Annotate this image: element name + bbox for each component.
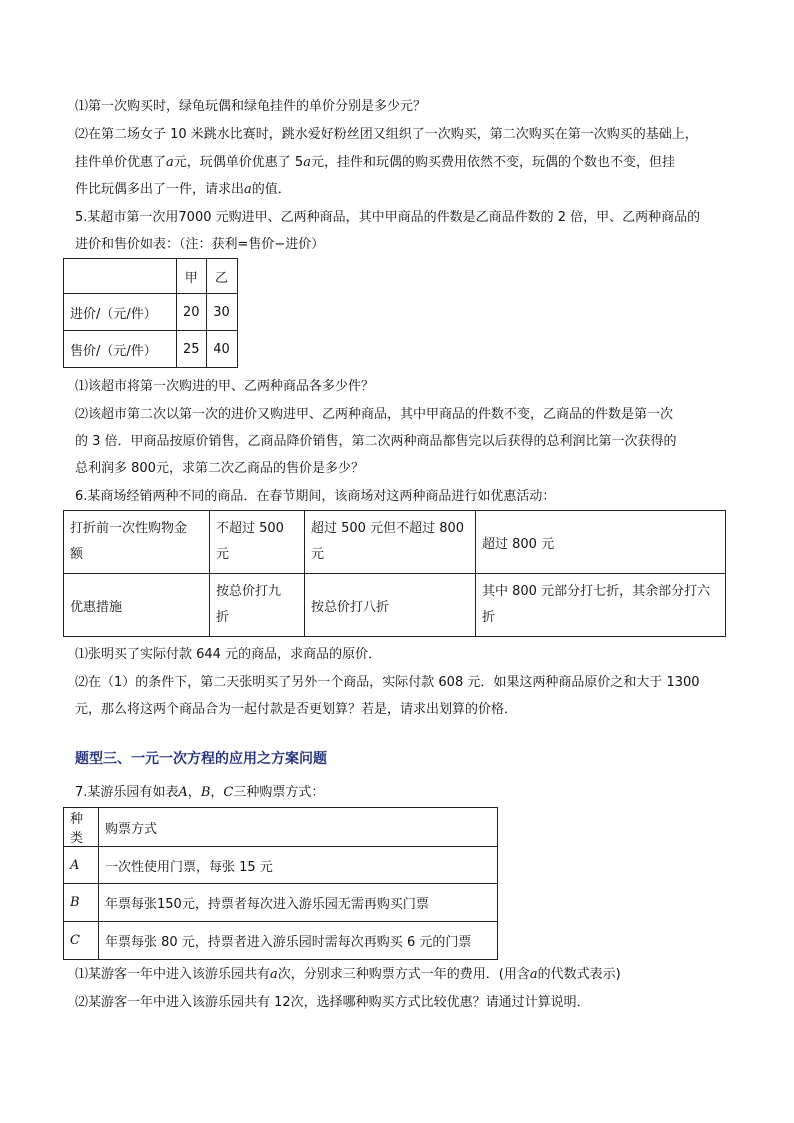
discount-table-cell: 按总价打八折 — [305, 574, 476, 637]
discount-table-cell: 超过 800 元 — [476, 511, 726, 574]
discount-table-cell: 其中 800 元部分打七折，其余部分打六 折 — [476, 574, 726, 637]
q4-part2-line3: 件比玩偶多出了一件，请求出a的值． — [75, 182, 291, 197]
discount-table-row-label: 优惠措施 — [64, 574, 210, 637]
q5-part2-line2: 的 3 倍．甲商品按原价销售，乙商品降价销售，第二次两种商品都售完以后获得的总利润比第一次获得的 — [75, 434, 677, 449]
variable-a: a — [303, 155, 311, 170]
ticket-table-type: A — [64, 847, 99, 884]
ticket-table-type: C — [64, 922, 99, 960]
ticket-table-header: 种类 — [64, 808, 99, 847]
price-table-header-jia: 甲 — [177, 259, 207, 294]
price-table-header-empty — [64, 259, 177, 294]
q6-line1: 6.某商场经销两种不同的商品．在春节期间，该商场对这两种商品进行如优惠活动： — [75, 489, 556, 504]
ticket-table-method: 年票每张 80 元，持票者进入游乐园时需每次再购买 6 元的门票 — [99, 922, 498, 960]
variable-a: a — [529, 967, 538, 982]
ticket-table-type: B — [64, 884, 99, 922]
price-table-header-yi: 乙 — [206, 259, 237, 294]
price-table-cell: 20 — [177, 294, 207, 331]
q7-line1: 7.某游乐园有如表A，B，C三种购票方式： — [75, 785, 325, 800]
price-table-row-label: 售价/（元/件） — [64, 331, 177, 368]
q5-line1: 5.某超市第一次用7000 元购进甲、乙两种商品，其中甲商品的件数是乙商品件数的 2 倍，甲、乙两种商品的 — [75, 210, 701, 225]
q6-part2-line2: 元，那么将这两个商品合为一起付款是否更划算？若是，请求出划算的价格． — [75, 702, 518, 717]
q5-part2-line1: ⑵该超市第二次以第一次的进价又购进甲、乙两种商品，其中甲商品的件数不变，乙商品的件数是第一次 — [75, 407, 674, 422]
q4-part2-line1: ⑵在第二场女子 10 米跳水比赛时，跳水爱好粉丝团又组织了一次购买，第二次购买在第一次购买的基础上， — [75, 127, 698, 142]
variable-a: a — [270, 967, 278, 982]
q4-part1: ⑴第一次购买时，绿龟玩偶和绿龟挂件的单价分别是多少元？ — [75, 99, 427, 114]
variable-a: a — [166, 155, 174, 170]
price-table-cell: 25 — [177, 331, 207, 368]
ticket-table-header: 购票方式 — [99, 808, 498, 847]
q6-part1: ⑴张明买了实际付款 644 元的商品，求商品的原价． — [75, 647, 382, 662]
q4-part2-line2: 挂件单价优惠了a元，玩偶单价优惠了 5a元，挂件和玩偶的购买费用依然不变，玩偶的个数也不变，但挂 — [75, 155, 675, 170]
q6-part2-line1: ⑵在（1）的条件下，第二天张明买了另外一个商品，实际付款 608 元．如果这两种商品原价之和大于 1300 — [75, 675, 700, 690]
q5-line2: 进价和售价如表：（注：获利=售价−进价） — [75, 237, 325, 252]
discount-table-cell: 超过 500 元但不超过 800 元 — [305, 511, 476, 574]
discount-table-header-cell: 打折前一次性购物金 额 — [64, 511, 210, 574]
ticket-table — [63, 807, 498, 960]
price-table-cell: 30 — [206, 294, 237, 331]
price-table — [63, 258, 238, 368]
variable-a: a — [244, 182, 252, 197]
discount-table — [63, 510, 726, 637]
discount-table-cell: 不超过 500 元 — [210, 511, 305, 574]
discount-table-cell: 按总价打九 折 — [210, 574, 305, 637]
q7-part1: ⑴某游客一年中进入该游乐园共有a次，分别求三种购票方式一年的费用．(用含a的代数式表示) — [75, 967, 621, 982]
q5-part1: ⑴该超市将第一次购进的甲、乙两种商品各多少件？ — [75, 379, 375, 394]
q5-part2-line3: 总利润多 800元，求第二次乙商品的售价是多少？ — [75, 461, 364, 476]
ticket-table-method: 一次性使用门票，每张 15 元 — [99, 847, 498, 884]
section-heading: 题型三、一元一次方程的应用之方案问题 — [75, 751, 327, 767]
ticket-table-method: 年票每张150元，持票者每次进入游乐园无需再购买门票 — [99, 884, 498, 922]
price-table-cell: 40 — [206, 331, 237, 368]
price-table-row-label: 进价/（元/件） — [64, 294, 177, 331]
q7-part2: ⑵某游客一年中进入该游乐园共有 12次，选择哪种购买方式比较优惠？请通过计算说明． — [75, 995, 590, 1010]
